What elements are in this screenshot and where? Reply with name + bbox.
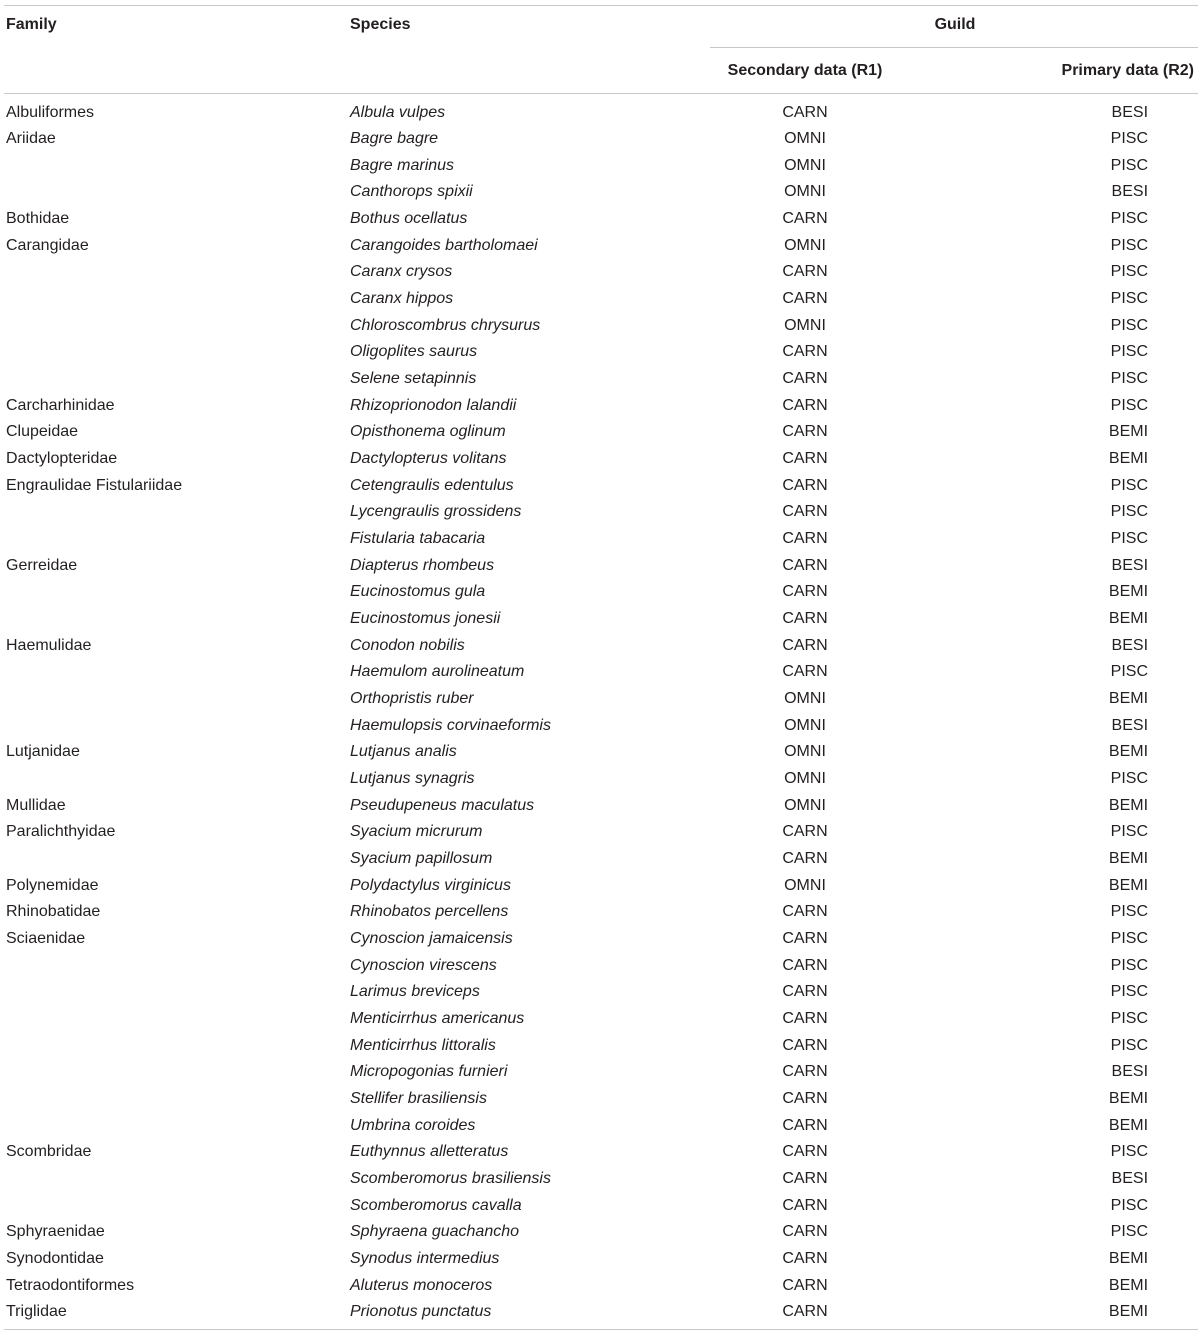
family-cell: Mullidae <box>6 796 66 814</box>
table-row <box>4 286 1198 313</box>
table-row <box>4 1166 1198 1193</box>
table-row <box>4 712 1198 739</box>
secondary-guild-cell: CARN <box>782 903 828 921</box>
table-row <box>4 1299 1198 1329</box>
family-cell <box>4 179 348 206</box>
table-row <box>4 899 1198 926</box>
primary-guild-cell: PISC <box>1110 396 1149 414</box>
secondary-guild-cell: OMNI <box>784 129 826 147</box>
species-cell: Syacium papillosum <box>350 849 493 867</box>
secondary-guild-cell: CARN <box>782 583 828 601</box>
secondary-guild-cell: OMNI <box>784 876 826 894</box>
primary-guild-cell: BEMI <box>1108 1116 1149 1134</box>
secondary-guild-cell: OMNI <box>784 156 826 174</box>
secondary-guild-cell: OMNI <box>784 716 826 734</box>
species-cell: Umbrina coroides <box>350 1116 476 1134</box>
species-cell: Albula vulpes <box>350 103 446 121</box>
species-cell: Eucinostomus jonesii <box>350 609 501 627</box>
secondary-guild-cell: CARN <box>782 449 828 467</box>
header-family: Family <box>6 16 57 33</box>
secondary-guild-cell: CARN <box>782 929 828 947</box>
family-cell <box>4 686 348 713</box>
table-row <box>4 1086 1198 1113</box>
secondary-guild-cell: OMNI <box>784 689 826 707</box>
primary-guild-cell: BEMI <box>1108 1276 1149 1294</box>
table-row <box>4 1032 1198 1059</box>
species-cell: Menticirrhus americanus <box>350 1010 525 1027</box>
species-cell: Oligoplites saurus <box>350 343 478 361</box>
species-cell: Haemulom aurolineatum <box>350 663 525 681</box>
species-cell: Cynoscion jamaicensis <box>350 929 513 947</box>
primary-guild-cell: BESI <box>1111 556 1149 574</box>
species-cell: Cetengraulis edentulus <box>350 476 514 494</box>
family-cell <box>4 1006 348 1033</box>
family-cell <box>4 312 348 339</box>
species-cell: Menticirrhus littoralis <box>350 1036 496 1054</box>
family-cell <box>4 1192 348 1219</box>
species-cell: Diapterus rhombeus <box>350 556 495 574</box>
species-cell: Lutjanus synagris <box>350 769 475 787</box>
family-cell: Polynemidae <box>6 876 99 894</box>
primary-guild-cell: BESI <box>1111 103 1149 121</box>
species-cell: Prionotus punctatus <box>348 1299 710 1329</box>
secondary-guild-cell: CARN <box>710 1299 898 1329</box>
family-cell <box>4 339 348 366</box>
secondary-guild-cell: OMNI <box>784 316 826 334</box>
primary-guild-cell: PISC <box>1110 956 1149 974</box>
primary-guild-cell: BESI <box>1111 183 1149 201</box>
table-row <box>4 552 1198 579</box>
species-cell: Sphyraena guachancho <box>350 1223 520 1241</box>
species-cell: Syacium micrurum <box>350 823 483 841</box>
primary-guild-cell: PISC <box>1110 1143 1149 1161</box>
table-row <box>4 206 1198 233</box>
table-row <box>4 952 1198 979</box>
primary-guild-cell: BEMI <box>1108 449 1149 467</box>
family-cell: Albuliformes <box>6 103 95 121</box>
species-cell: Scomberomorus cavalla <box>350 1196 522 1214</box>
species-cell: Selene setapinnis <box>350 369 477 387</box>
family-cell <box>4 499 348 526</box>
species-cell: Larimus breviceps <box>350 983 480 1001</box>
primary-guild-cell: BEMI <box>1108 423 1149 441</box>
family-cell <box>4 366 348 393</box>
family-cell: Tetraodontiformes <box>6 1276 135 1294</box>
secondary-guild-cell: OMNI <box>784 769 826 787</box>
family-cell: Rhinobatidae <box>6 903 101 921</box>
species-cell: Micropogonias furnieri <box>350 1063 508 1081</box>
primary-guild-cell: PISC <box>1110 529 1149 547</box>
secondary-guild-cell: CARN <box>782 1170 828 1188</box>
family-cell <box>4 659 348 686</box>
family-cell: Sciaenidae <box>6 929 86 947</box>
primary-guild-cell: PISC <box>1110 1036 1149 1054</box>
table-row <box>4 979 1198 1006</box>
table-row <box>4 339 1198 366</box>
primary-guild-cell: PISC <box>1110 1223 1149 1241</box>
family-cell <box>4 286 348 313</box>
secondary-guild-cell: CARN <box>782 849 828 867</box>
secondary-guild-cell: CARN <box>782 823 828 841</box>
secondary-guild-cell: CARN <box>782 423 828 441</box>
secondary-guild-cell: OMNI <box>784 236 826 254</box>
family-cell <box>4 979 348 1006</box>
species-cell: Eucinostomus gula <box>350 583 486 601</box>
table-row <box>4 686 1198 713</box>
species-cell: Cynoscion virescens <box>350 956 497 974</box>
secondary-guild-cell: CARN <box>782 1063 828 1081</box>
primary-guild-cell: PISC <box>1110 823 1149 841</box>
table-row <box>4 606 1198 633</box>
secondary-guild-cell: CARN <box>782 1223 828 1241</box>
primary-guild-cell: PISC <box>1110 1196 1149 1214</box>
table-row <box>4 1272 1198 1299</box>
species-cell: Pseudupeneus maculatus <box>350 796 535 814</box>
secondary-guild-cell: CARN <box>782 1010 828 1027</box>
header-guild: Guild <box>710 6 1198 48</box>
primary-guild-cell: PISC <box>1110 929 1149 947</box>
primary-guild-cell: BEMI <box>1108 876 1149 894</box>
family-cell <box>4 1112 348 1139</box>
primary-guild-cell: PISC <box>1110 289 1149 307</box>
secondary-guild-cell: CARN <box>782 343 828 361</box>
table-row <box>4 472 1198 499</box>
species-cell: Bagre marinus <box>350 156 455 174</box>
table-row <box>4 312 1198 339</box>
table-row <box>4 152 1198 179</box>
secondary-guild-cell: CARN <box>782 263 828 281</box>
primary-guild-cell: PISC <box>1110 236 1149 254</box>
table-row <box>4 126 1198 153</box>
family-cell <box>4 1032 348 1059</box>
table-row <box>4 846 1198 873</box>
primary-guild-cell: BEMI <box>1108 743 1149 761</box>
secondary-guild-cell: CARN <box>782 1276 828 1294</box>
family-cell: Engraulidae Fistulariidae <box>6 476 183 494</box>
primary-guild-cell: PISC <box>1110 983 1149 1001</box>
family-cell: Dactylopteridae <box>6 449 118 467</box>
primary-guild-cell: PISC <box>1110 476 1149 494</box>
secondary-guild-cell: OMNI <box>784 183 826 201</box>
header-empty-species <box>348 48 710 94</box>
table-row <box>4 1192 1198 1219</box>
primary-guild-cell: BESI <box>1111 636 1149 654</box>
header-primary-data: Primary data (R2) <box>1061 61 1195 79</box>
family-cell: Carcharhinidae <box>6 396 115 414</box>
secondary-guild-cell: CARN <box>782 503 828 521</box>
primary-guild-cell: BEMI <box>1108 583 1149 601</box>
family-cell: Ariidae <box>6 129 56 147</box>
primary-guild-cell: PISC <box>1110 156 1149 174</box>
secondary-guild-cell: CARN <box>782 1116 828 1134</box>
secondary-guild-cell: CARN <box>782 103 828 121</box>
primary-guild-cell: BESI <box>1111 716 1149 734</box>
table-row <box>4 526 1198 553</box>
species-cell: Caranx hippos <box>350 289 454 307</box>
species-cell: Euthynnus alletteratus <box>350 1143 509 1161</box>
table-header <box>4 6 1198 94</box>
secondary-guild-cell: CARN <box>782 1036 828 1054</box>
family-cell: Lutjanidae <box>6 743 80 761</box>
family-cell <box>4 526 348 553</box>
primary-guild-cell: PISC <box>1110 209 1149 227</box>
header-secondary-data: Secondary data (R1) <box>727 61 883 79</box>
header-empty-family <box>4 48 348 94</box>
family-cell: Synodontidae <box>6 1250 104 1268</box>
secondary-guild-cell: CARN <box>782 369 828 387</box>
family-cell: Scombridae <box>6 1143 92 1161</box>
table-row <box>4 179 1198 206</box>
primary-guild-cell: PISC <box>1110 316 1149 334</box>
table-row <box>4 819 1198 846</box>
table-row <box>4 366 1198 393</box>
family-cell <box>4 1086 348 1113</box>
family-cell: Triglidae <box>4 1299 348 1329</box>
species-cell: Lycengraulis grossidens <box>350 503 522 521</box>
primary-guild-cell: BEMI <box>1108 689 1149 707</box>
primary-guild-cell: PISC <box>1110 663 1149 681</box>
primary-guild-cell: PISC <box>1110 369 1149 387</box>
primary-guild-cell: BEMI <box>1108 1250 1149 1268</box>
primary-guild-cell: PISC <box>1110 343 1149 361</box>
table-row <box>4 259 1198 286</box>
species-cell: Stellifer brasiliensis <box>350 1090 487 1108</box>
species-cell: Rhizoprionodon lalandii <box>350 396 517 414</box>
species-cell: Lutjanus analis <box>350 743 457 761</box>
species-cell: Polydactylus virginicus <box>350 876 511 894</box>
family-cell: Clupeidae <box>6 423 79 441</box>
primary-guild-cell: BEMI <box>898 1299 1198 1329</box>
species-cell: Aluterus monoceros <box>350 1276 493 1294</box>
document-page <box>0 5 1200 1330</box>
species-cell: Fistularia tabacaria <box>350 529 486 547</box>
primary-guild-cell: PISC <box>1110 129 1149 147</box>
family-cell <box>4 846 348 873</box>
table-row <box>4 739 1198 766</box>
secondary-guild-cell: CARN <box>782 289 828 307</box>
family-cell: Carangidae <box>6 236 89 254</box>
table-row <box>4 419 1198 446</box>
table-row <box>4 1059 1198 1086</box>
primary-guild-cell: PISC <box>1110 769 1149 787</box>
secondary-guild-cell: OMNI <box>784 796 826 814</box>
table-row <box>4 1112 1198 1139</box>
family-cell: Sphyraenidae <box>6 1223 105 1241</box>
primary-guild-cell: BEMI <box>1108 609 1149 627</box>
species-cell: Opisthonema oglinum <box>350 423 506 441</box>
species-cell: Scomberomorus brasiliensis <box>350 1170 551 1188</box>
primary-guild-cell: BESI <box>1111 1170 1149 1188</box>
family-cell <box>4 259 348 286</box>
primary-guild-cell: PISC <box>1110 263 1149 281</box>
family-cell <box>4 1166 348 1193</box>
primary-guild-cell: BESI <box>1111 1063 1149 1081</box>
secondary-guild-cell: CARN <box>782 1090 828 1108</box>
table-body <box>4 94 1198 1330</box>
species-cell: Rhinobatos percellens <box>350 903 509 921</box>
table-row <box>4 499 1198 526</box>
table-row <box>4 1219 1198 1246</box>
primary-guild-cell: BEMI <box>1108 1090 1149 1108</box>
secondary-guild-cell: CARN <box>782 556 828 574</box>
secondary-guild-cell: CARN <box>782 956 828 974</box>
species-cell: Synodus intermedius <box>350 1250 500 1268</box>
species-cell: Chloroscombrus chrysurus <box>350 316 541 334</box>
table-row <box>4 632 1198 659</box>
guild-table <box>4 5 1198 1330</box>
species-cell: Bagre bagre <box>350 129 439 147</box>
species-cell: Dactylopterus volitans <box>350 449 507 467</box>
family-cell <box>4 152 348 179</box>
primary-guild-cell: BEMI <box>1108 796 1149 814</box>
species-cell: Orthopristis ruber <box>350 689 474 707</box>
table-row <box>4 872 1198 899</box>
family-cell: Bothidae <box>6 209 70 227</box>
secondary-guild-cell: OMNI <box>784 743 826 761</box>
table-row <box>4 232 1198 259</box>
family-cell <box>4 712 348 739</box>
secondary-guild-cell: CARN <box>782 1196 828 1214</box>
secondary-guild-cell: CARN <box>782 476 828 494</box>
primary-guild-cell: PISC <box>1110 903 1149 921</box>
species-cell: Caranx crysos <box>350 263 453 281</box>
secondary-guild-cell: CARN <box>782 209 828 227</box>
table-row <box>4 1139 1198 1166</box>
species-cell: Carangoides bartholomaei <box>350 236 538 254</box>
table-row <box>4 446 1198 473</box>
primary-guild-cell: BEMI <box>1108 849 1149 867</box>
family-cell <box>4 952 348 979</box>
secondary-guild-cell: CARN <box>782 529 828 547</box>
secondary-guild-cell: CARN <box>782 663 828 681</box>
secondary-guild-cell: CARN <box>782 396 828 414</box>
family-cell <box>4 1059 348 1086</box>
secondary-guild-cell: CARN <box>782 1143 828 1161</box>
family-cell: Paralichthyidae <box>6 823 116 841</box>
family-cell: Haemulidae <box>6 636 92 654</box>
table-row <box>4 659 1198 686</box>
table-row <box>4 392 1198 419</box>
species-cell: Canthorops spixii <box>350 183 473 201</box>
table-row <box>4 1006 1198 1033</box>
species-cell: Conodon nobilis <box>350 636 465 654</box>
secondary-guild-cell: CARN <box>782 1250 828 1268</box>
family-cell <box>4 579 348 606</box>
primary-guild-cell: PISC <box>1110 503 1149 521</box>
family-cell <box>4 606 348 633</box>
species-cell: Bothus ocellatus <box>350 209 468 227</box>
header-species: Species <box>350 16 411 33</box>
secondary-guild-cell: CARN <box>782 636 828 654</box>
primary-guild-cell: PISC <box>1110 1010 1149 1027</box>
table-row <box>4 94 1198 126</box>
table-row <box>4 766 1198 793</box>
secondary-guild-cell: CARN <box>782 609 828 627</box>
table-row <box>4 792 1198 819</box>
family-cell: Gerreidae <box>6 556 78 574</box>
table-row <box>4 579 1198 606</box>
table-row <box>4 926 1198 953</box>
table-row <box>4 1246 1198 1273</box>
species-cell: Haemulopsis corvinaeformis <box>350 716 551 734</box>
family-cell <box>4 766 348 793</box>
secondary-guild-cell: CARN <box>782 983 828 1001</box>
